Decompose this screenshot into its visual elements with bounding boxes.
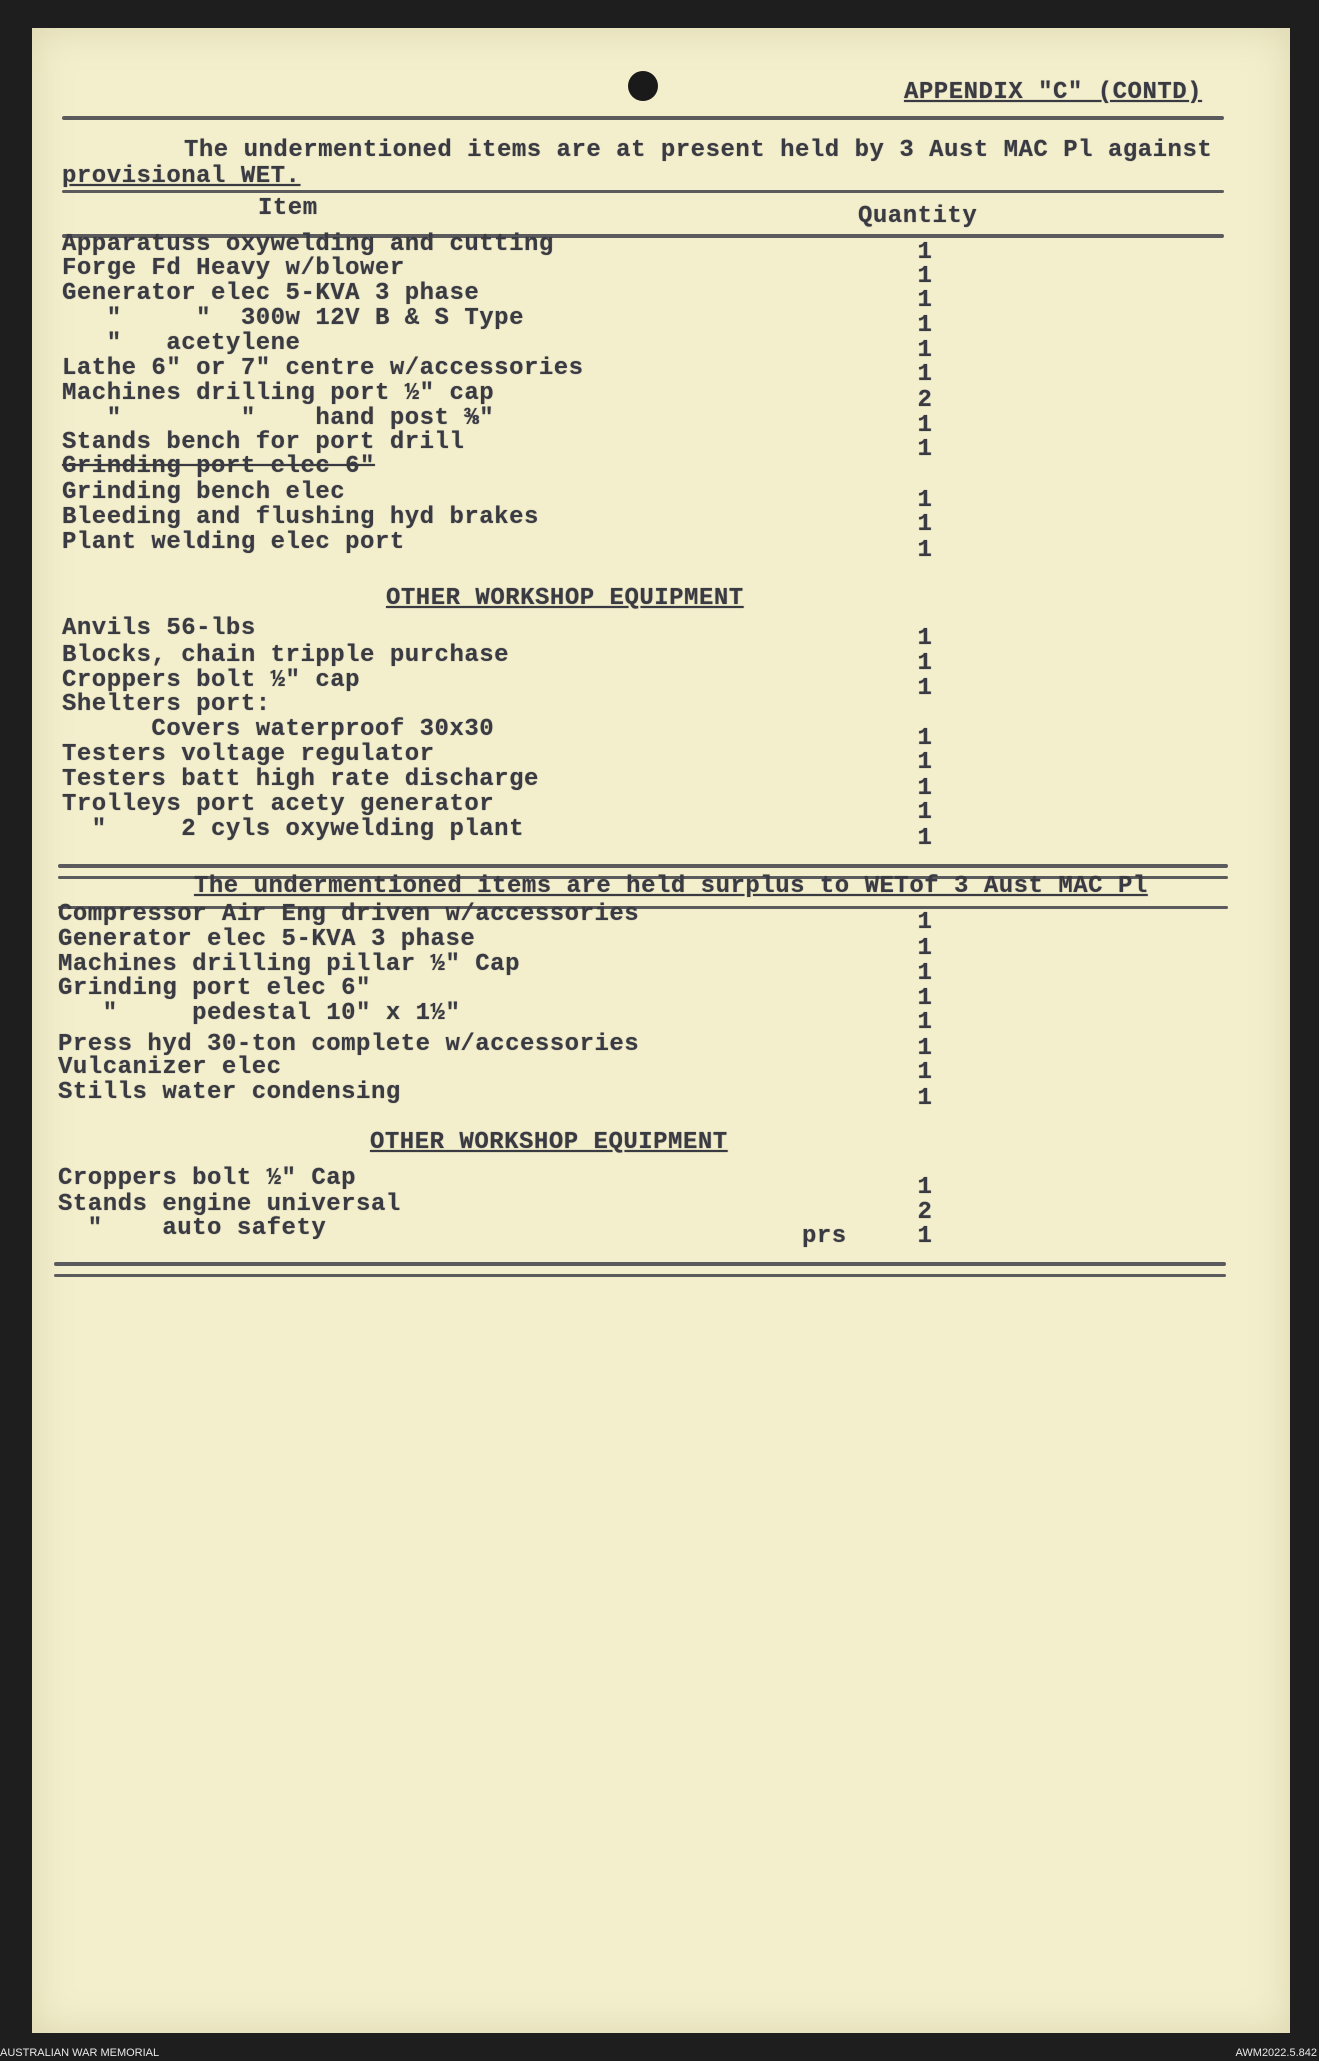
section-divider: [58, 864, 1228, 868]
list-item-qty: 1: [917, 1059, 933, 1086]
list-item: " auto safety: [58, 1215, 327, 1242]
list-item: Anvils 56-lbs: [62, 615, 256, 642]
list-item-qty: 1: [917, 1035, 933, 1062]
list-item-qty: 1: [917, 935, 933, 962]
section1-intro-line1: The undermentioned items are at present held by 3 Aust MAC Pl against: [184, 137, 1213, 164]
list-item: Shelters port:: [62, 691, 271, 718]
list-item-qty: 1: [917, 537, 933, 564]
list-item: Croppers bolt ½" cap: [62, 667, 361, 694]
list-item-qty: 1: [917, 909, 933, 936]
list-item-qty: 1: [917, 825, 933, 852]
list-item-qty: 1: [917, 412, 933, 439]
list-item: Compressor Air Eng driven w/accessories: [58, 901, 640, 928]
list-item: Trolleys port acety generator: [62, 791, 495, 818]
list-item: " pedestal 10" x 1½": [58, 1000, 461, 1027]
column-header-item: Item: [258, 195, 318, 222]
list-item: Stands engine universal: [58, 1191, 401, 1218]
list-item-qty: 1: [917, 337, 933, 364]
list-item-qty: 1: [917, 436, 933, 463]
list-item: Forge Fd Heavy w/blower: [62, 255, 405, 282]
list-item: Testers batt high rate discharge: [62, 766, 539, 793]
bottom-rule: [54, 1274, 1226, 1277]
footer-accession-number: AWM2022.5.842: [1235, 2047, 1317, 2059]
list-item: Press hyd 30-ton complete w/accessories: [58, 1031, 640, 1058]
list-item: Machines drilling port ½" cap: [62, 380, 495, 407]
list-item: Apparatuss oxywelding and cutting: [62, 231, 554, 258]
list-item-qty: 1: [917, 985, 933, 1012]
list-item-qty: 1: [917, 263, 933, 290]
section2-intro: The undermentioned items are held surplus to WETof 3 Aust MAC Pl: [194, 873, 1148, 900]
list-item: Stills water condensing: [58, 1079, 401, 1106]
list-item-qty: 2: [917, 1199, 933, 1226]
list-item: Generator elec 5-KVA 3 phase: [58, 926, 476, 953]
list-item: Bleeding and flushing hyd brakes: [62, 504, 539, 531]
list-item: Lathe 6" or 7" centre w/accessories: [62, 355, 584, 382]
bottom-rule: [54, 1262, 1226, 1266]
list-item: Blocks, chain tripple purchase: [62, 642, 510, 669]
list-item-unit: prs: [802, 1223, 847, 1250]
intro-rule: [62, 190, 1224, 193]
list-item-qty: 1: [917, 775, 933, 802]
column-header-quantity: Quantity: [858, 203, 978, 230]
list-item-qty: 1: [917, 361, 933, 388]
list-item: " " 300w 12V B & S Type: [62, 305, 524, 332]
list-item: " 2 cyls oxywelding plant: [62, 816, 524, 843]
list-item: " acetylene: [62, 330, 301, 357]
section-heading: OTHER WORKSHOP EQUIPMENT: [370, 1129, 728, 1156]
footer-credit: AUSTRALIAN WAR MEMORIAL: [0, 2047, 160, 2059]
punch-hole: [628, 71, 658, 101]
list-item: Grinding bench elec: [62, 479, 346, 506]
appendix-header: APPENDIX "C" (CONTD): [904, 79, 1203, 106]
list-item: Testers voltage regulator: [62, 741, 435, 768]
list-item-qty: 1: [917, 1174, 933, 1201]
list-item: Grinding port elec 6": [58, 975, 371, 1002]
struck-out-line: Grinding port elec 6": [62, 453, 375, 480]
list-item-qty: 1: [917, 650, 933, 677]
list-item-qty: 1: [917, 675, 933, 702]
list-item-qty: 1: [917, 1009, 933, 1036]
list-item: Vulcanizer elec: [58, 1054, 282, 1081]
list-item: " " hand post ⅜": [62, 405, 495, 432]
list-item-qty: 1: [917, 1085, 933, 1112]
list-item: Stands bench for port drill: [62, 429, 465, 456]
list-item-qty: 1: [917, 725, 933, 752]
list-item-qty: 1: [917, 287, 933, 314]
section1-intro-line2: provisional WET.: [62, 163, 301, 190]
list-item: Croppers bolt ½" Cap: [58, 1165, 357, 1192]
list-item: Machines drilling pillar ½" Cap: [58, 951, 520, 978]
list-item-qty: 1: [917, 960, 933, 987]
list-item-qty: 1: [917, 487, 933, 514]
list-item-qty: 2: [917, 387, 933, 414]
list-item-qty: 1: [917, 1223, 933, 1250]
list-item: Plant welding elec port: [62, 529, 405, 556]
list-item-qty: 1: [917, 625, 933, 652]
list-item: Covers waterproof 30x30: [62, 716, 495, 743]
list-item-qty: 1: [917, 239, 933, 266]
section-heading: OTHER WORKSHOP EQUIPMENT: [386, 585, 744, 612]
list-item-qty: 1: [917, 312, 933, 339]
list-item-qty: 1: [917, 749, 933, 776]
list-item-qty: 1: [917, 511, 933, 538]
list-item-qty: 1: [917, 799, 933, 826]
list-item: Generator elec 5-KVA 3 phase: [62, 280, 480, 307]
top-rule: [62, 116, 1224, 120]
